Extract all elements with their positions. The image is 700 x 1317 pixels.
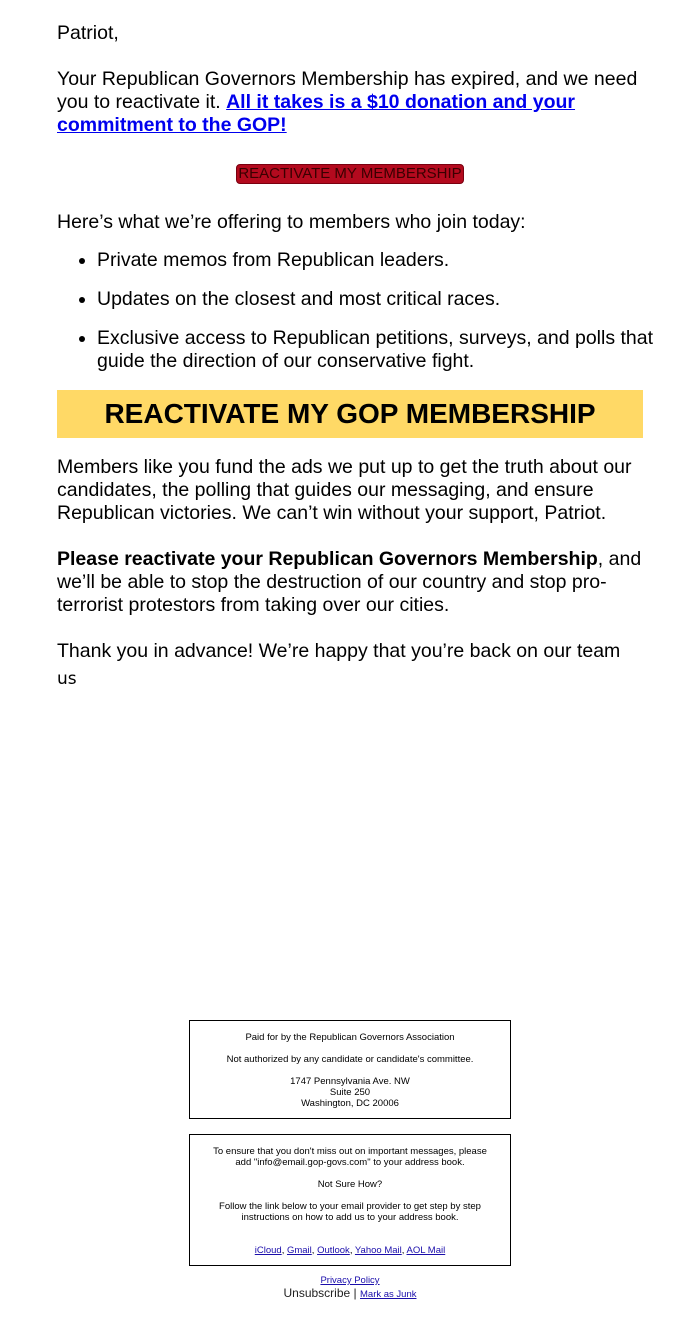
disclaimer-box [189,1020,511,1119]
address-line-2: Suite 250 [329,1087,371,1098]
provider-links: iCloud, Gmail, Outlook, Yahoo Mail, AOL Mail [254,1245,446,1256]
list-item: • Updates on the closest and most critical races. [97,288,657,311]
separator: | [353,1286,357,1300]
paid-for-text: Paid for by the Republican Governors Association [245,1032,455,1043]
icloud-link[interactable]: iCloud [254,1245,282,1256]
greeting: Patriot, [57,22,119,44]
yahoo-mail-link[interactable]: Yahoo Mail [354,1245,402,1256]
address-book-text: To ensure that you don't miss out on important messages, please add "info@email.gop-govs.com" to your address book. [213,1146,487,1168]
address-line-3: Washington, DC 20006 [301,1098,399,1109]
members-paragraph: Members like you fund the ads we put up to get the truth about our candidates, the polling that guides our messaging, and ensure Republican victories. We can’t win without your support, Patriot. [57,456,632,524]
please-paragraph [57,548,647,617]
aol-mail-link[interactable]: AOL Mail [406,1245,446,1256]
unsubscribe-row [0,1287,700,1301]
mark-as-junk-link[interactable]: Mark as Junk [360,1289,417,1300]
list-item: • Exclusive access to Republican petitions, surveys, and polls that guide the direction of our conservative fight. [97,327,657,373]
reactivate-gop-banner[interactable]: REACTIVATE MY GOP MEMBERSHIP [57,390,643,438]
address-book-box [189,1134,511,1266]
footer-links [0,1275,700,1286]
gmail-link[interactable]: Gmail [286,1245,312,1256]
signoff-text: us [57,669,77,689]
offer-heading: Here’s what we’re offering to members who join today: [57,211,526,233]
thanks-text: Thank you in advance! We’re happy that you’re back on our team [57,640,621,662]
follow-text: Follow the link below to your email provider to get step by step instructions on how to add us to your address book. [219,1201,481,1223]
outlook-link[interactable]: Outlook [317,1245,350,1256]
benefits-list [57,249,657,389]
unsubscribe-link[interactable]: Unsubscribe [283,1286,351,1300]
reactivate-membership-button[interactable]: REACTIVATE MY MEMBERSHIP [238,165,462,182]
intro-paragraph [57,68,647,137]
not-authorized-text: Not authorized by any candidate or candidate's committee. [226,1054,474,1065]
please-rest: , and we’ll be able to stop the destruction of our country and stop pro-terrorist protestors from taking over our cities. [57,548,642,616]
address-line-1: 1747 Pennsylvania Ave. NW [290,1076,410,1087]
intro-text: Your Republican Governors Membership has expired, and we need you to reactivate it. [57,68,638,113]
list-item: • Private memos from Republican leaders. [97,249,657,272]
donate-link[interactable]: All it takes is a $10 donation and your commitment to the GOP! [57,91,576,136]
not-sure-text: Not Sure How? [317,1179,383,1190]
reactivate-button-row [0,164,700,184]
privacy-policy-link[interactable]: Privacy Policy [320,1275,380,1286]
please-bold: Please reactivate your Republican Governors Membership [57,548,598,570]
